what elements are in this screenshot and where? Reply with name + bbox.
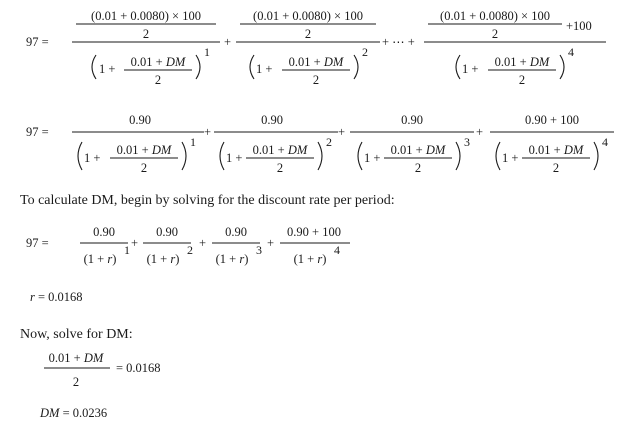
inner-numerator: 0.01 + DM: [252, 143, 308, 157]
exponent: 3: [256, 243, 262, 257]
inner-numerator: 0.01 + DM: [130, 55, 186, 69]
dm-rhs: = 0.0168: [116, 361, 161, 375]
left-paren: [496, 142, 500, 170]
plus-sign: +: [199, 236, 207, 250]
one-plus: 1 +: [226, 151, 243, 165]
inner-numerator: 0.01 + DM: [116, 143, 172, 157]
term-half: 2: [304, 27, 312, 41]
one-plus: 1 +: [502, 151, 519, 165]
right-paren: [456, 142, 460, 170]
term-numerator: 0.90: [93, 225, 115, 239]
exponent: 2: [326, 135, 332, 149]
equation-2-term-4: [490, 113, 614, 175]
equation-3-term-1: [80, 225, 130, 266]
inner-denominator: 2: [312, 73, 320, 87]
exponent: 1: [204, 45, 210, 59]
term-numerator: (0.01 + 0.0080) × 100: [91, 9, 201, 23]
dm-denominator: 2: [72, 375, 80, 389]
plus-sign: +: [338, 125, 346, 139]
term-numerator: 0.90: [129, 113, 151, 127]
exponent: 1: [190, 135, 196, 149]
left-paren: [456, 55, 460, 79]
exponent: 1: [124, 243, 130, 257]
one-plus: 1 +: [462, 62, 479, 76]
inner-denominator: 2: [552, 161, 560, 175]
term-numerator: 0.90 + 100: [525, 113, 579, 127]
plus-ellipsis-plus: + ⋯ +: [382, 35, 415, 49]
term-denominator: (1 + r): [293, 252, 327, 266]
term-numerator: (0.01 + 0.0080) × 100: [253, 9, 363, 23]
equation-1-lhs: 97 =: [26, 35, 49, 49]
one-plus: 1 +: [256, 62, 273, 76]
equation-2-term-1: [72, 113, 204, 175]
right-paren: [196, 55, 200, 79]
term-numerator: 0.90: [261, 113, 283, 127]
right-paren: [594, 142, 598, 170]
equation-3-term-4: [280, 225, 350, 266]
step-instruction: To calculate DM, begin by solving for the discount rate per period:: [20, 193, 395, 208]
equation-2-term-3: [350, 113, 474, 175]
term-numerator: 0.90 + 100: [287, 225, 341, 239]
term-numerator: 0.90: [156, 225, 178, 239]
inner-denominator: 2: [276, 161, 284, 175]
equation-3-term-2: [143, 225, 193, 266]
term-numerator: 0.90: [225, 225, 247, 239]
one-plus: 1 +: [84, 151, 101, 165]
result-dm: DM = 0.0236: [40, 406, 108, 420]
exponent: 3: [464, 135, 470, 149]
equation-2-lhs: 97 =: [26, 125, 49, 139]
inner-numerator: 0.01 + DM: [528, 143, 584, 157]
exponent: 2: [187, 243, 193, 257]
inner-denominator: 2: [414, 161, 422, 175]
one-plus: 1 +: [364, 151, 381, 165]
term-denominator: (1 + r): [215, 252, 249, 266]
plus-sign: +: [224, 35, 232, 49]
term-numerator: (0.01 + 0.0080) × 100: [440, 9, 550, 23]
inner-denominator: 2: [518, 73, 526, 87]
left-paren: [358, 142, 362, 170]
dm-numerator: 0.01 + DM: [48, 351, 104, 365]
term-denominator: (1 + r): [83, 252, 117, 266]
equation-1: [26, 9, 606, 87]
right-paren: [354, 55, 358, 79]
plus-sign: +: [204, 125, 212, 139]
term-denominator: (1 + r): [146, 252, 180, 266]
inner-numerator: 0.01 + DM: [288, 55, 344, 69]
exponent: 4: [568, 45, 574, 59]
plus-sign: +: [131, 236, 139, 250]
inner-denominator: 2: [154, 73, 162, 87]
inner-denominator: 2: [140, 161, 148, 175]
term-numerator: 0.90: [401, 113, 423, 127]
left-paren: [78, 142, 82, 170]
equation-3-lhs: 97 =: [26, 236, 49, 250]
exponent: 4: [602, 135, 608, 149]
term-half: 2: [142, 27, 150, 41]
exponent: 2: [362, 45, 368, 59]
inner-numerator: 0.01 + DM: [390, 143, 446, 157]
right-paren: [182, 142, 186, 170]
equation-3: [26, 225, 350, 266]
right-paren: [560, 55, 564, 79]
term-half: 2: [491, 27, 499, 41]
plus-100: +100: [566, 19, 592, 33]
plus-sign: +: [476, 125, 484, 139]
equation-1-term-1: [72, 9, 220, 87]
equation-3-term-3: [212, 225, 262, 266]
result-r: r = 0.0168: [30, 290, 83, 304]
equation-1-term-2: [236, 9, 380, 87]
equation-2-term-2: [214, 113, 338, 175]
left-paren: [250, 55, 254, 79]
right-paren: [318, 142, 322, 170]
equation-4: [44, 351, 161, 389]
equation-2: [26, 113, 614, 175]
inner-numerator: 0.01 + DM: [494, 55, 550, 69]
exponent: 4: [334, 243, 340, 257]
left-paren: [220, 142, 224, 170]
solve-instruction: Now, solve for DM:: [20, 327, 133, 342]
left-paren: [92, 55, 96, 79]
one-plus: 1 +: [99, 62, 116, 76]
equation-1-term-4: [424, 9, 606, 87]
plus-sign: +: [267, 236, 275, 250]
